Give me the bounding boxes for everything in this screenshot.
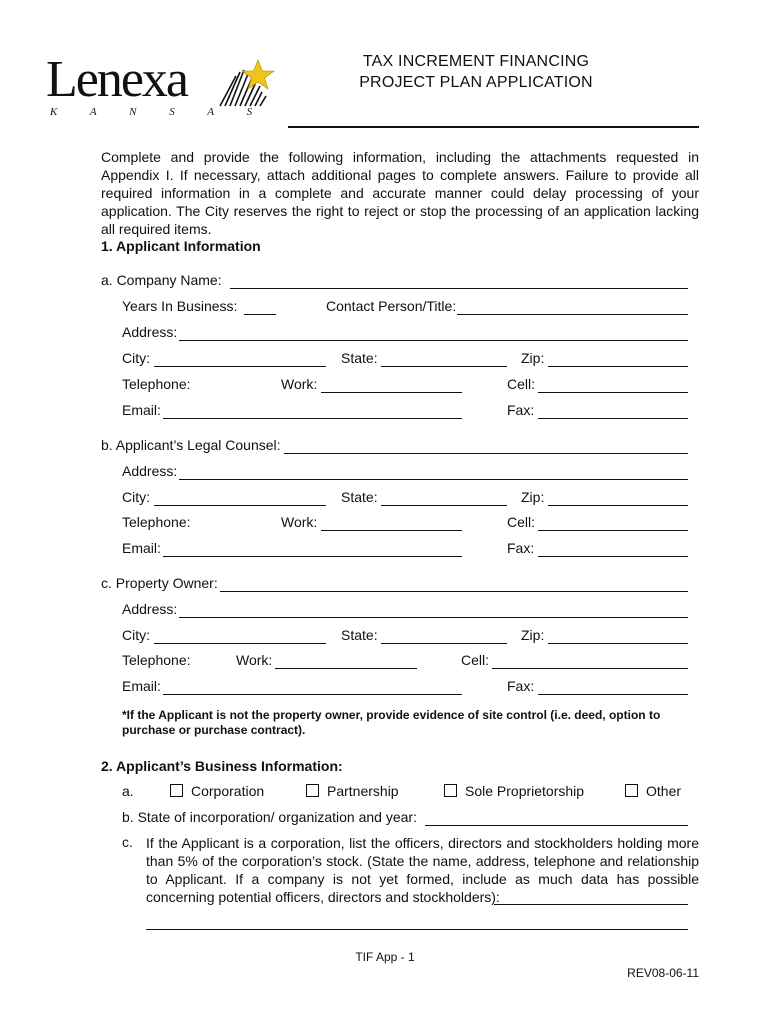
legal-counsel-label: b. Applicant’s Legal Counsel: <box>101 437 281 453</box>
intro-paragraph: Complete and provide the following information, including the attachments requested in Appendix I. If necessary, attach additional pages to complete answers. Failure to provide all required information in a complete and accurate manner could delay processing of your application. The City reserves the right to reject or stop the processing of an application lacking all required items. <box>101 149 699 237</box>
lenexa-logo <box>46 52 276 124</box>
zip-field[interactable] <box>548 505 688 506</box>
logo-wordmark: Lenexa <box>46 51 188 108</box>
company-name-field[interactable] <box>230 288 688 289</box>
business-type-label: a. <box>122 783 134 799</box>
officers-letter: c. <box>122 834 133 850</box>
email-field[interactable] <box>163 418 462 419</box>
address-label: Address: <box>122 601 178 617</box>
email-field[interactable] <box>163 694 462 695</box>
fax-label: Fax: <box>507 402 535 418</box>
site-control-note: *If the Applicant is not the property owner, provide evidence of site control (i.e. deed, option to purchase or purchase contract). <box>122 708 661 737</box>
state-field[interactable] <box>381 643 507 644</box>
address-label: Address: <box>122 324 178 340</box>
city-field[interactable] <box>154 505 326 506</box>
fax-field[interactable] <box>538 418 688 419</box>
work-field[interactable] <box>321 530 462 531</box>
other-checkbox[interactable] <box>625 784 638 797</box>
work-field[interactable] <box>275 668 417 669</box>
section1-heading: 1. Applicant Information <box>101 238 261 254</box>
city-label: City: <box>122 627 150 643</box>
fax-label: Fax: <box>507 678 535 694</box>
officers-field-line-2[interactable] <box>146 929 688 930</box>
years-field[interactable] <box>244 314 276 315</box>
work-field[interactable] <box>321 392 462 393</box>
cell-field[interactable] <box>538 392 688 393</box>
years-label: Years In Business: <box>122 298 238 314</box>
email-label: Email: <box>122 540 161 556</box>
legal-counsel-field[interactable] <box>284 453 688 454</box>
other-option[interactable] <box>625 783 681 799</box>
zip-field[interactable] <box>548 366 688 367</box>
fax-field[interactable] <box>538 694 688 695</box>
telephone-label: Telephone: <box>122 514 191 530</box>
zip-label: Zip: <box>521 489 545 505</box>
sole-proprietorship-option[interactable] <box>444 783 584 799</box>
officers-field[interactable] <box>494 904 688 905</box>
cell-field[interactable] <box>538 530 688 531</box>
work-label: Work: <box>236 652 273 668</box>
partnership-label: Partnership <box>327 783 399 799</box>
logo-subtitle: K A N S A S <box>50 106 268 118</box>
sole-proprietorship-checkbox[interactable] <box>444 784 457 797</box>
partnership-checkbox[interactable] <box>306 784 319 797</box>
zip-label: Zip: <box>521 350 545 366</box>
fax-field[interactable] <box>538 556 688 557</box>
address-field[interactable] <box>179 479 688 480</box>
revision-code: REV08-06-11 <box>627 966 699 980</box>
corporation-label: Corporation <box>191 783 265 799</box>
cell-label: Cell: <box>507 514 536 530</box>
sole-proprietorship-label: Sole Proprietorship <box>465 783 585 799</box>
address-field[interactable] <box>179 340 688 341</box>
star-grass-icon <box>214 58 276 108</box>
partnership-option[interactable] <box>306 783 399 799</box>
property-owner-label: c. Property Owner: <box>101 575 218 591</box>
city-field[interactable] <box>154 366 326 367</box>
officers-instructions: If the Applicant is a corporation, list the officers, directors and stockholders holding more than 5% of the corporation’s stock. (State the name, address, telephone and relationship to Applicant. If a company is not yet formed, include as much data has possible concerning potential officers, directors and stockholders): <box>146 835 699 905</box>
city-label: City: <box>122 489 150 505</box>
work-label: Work: <box>281 514 318 530</box>
state-incorporation-label: b. State of incorporation/ organization and year: <box>122 809 417 825</box>
state-incorporation-field[interactable] <box>425 825 688 826</box>
city-field[interactable] <box>154 643 326 644</box>
cell-label: Cell: <box>507 376 536 392</box>
other-label: Other <box>646 783 682 799</box>
telephone-label: Telephone: <box>122 652 191 668</box>
title-line-1: TAX INCREMENT FINANCING <box>362 53 590 70</box>
cell-field[interactable] <box>492 668 688 669</box>
section2-heading: 2. Applicant’s Business Information: <box>101 758 343 774</box>
company-name-label: a. Company Name: <box>101 272 222 288</box>
corporation-checkbox[interactable] <box>170 784 183 797</box>
address-field[interactable] <box>179 617 688 618</box>
title-underline <box>288 126 699 128</box>
state-label: State: <box>341 350 378 366</box>
state-label: State: <box>341 627 378 643</box>
email-label: Email: <box>122 402 161 418</box>
title-line-2: PROJECT PLAN APPLICATION <box>359 74 593 91</box>
property-owner-field[interactable] <box>220 591 688 592</box>
contact-field[interactable] <box>457 314 688 315</box>
contact-label: Contact Person/Title: <box>326 298 457 314</box>
email-field[interactable] <box>163 556 462 557</box>
state-field[interactable] <box>381 505 507 506</box>
state-label: State: <box>341 489 378 505</box>
state-field[interactable] <box>381 366 507 367</box>
zip-label: Zip: <box>521 627 545 643</box>
work-label: Work: <box>281 376 318 392</box>
city-label: City: <box>122 350 150 366</box>
corporation-option[interactable] <box>170 783 264 799</box>
cell-label: Cell: <box>461 652 490 668</box>
zip-field[interactable] <box>548 643 688 644</box>
telephone-label: Telephone: <box>122 376 191 392</box>
fax-label: Fax: <box>507 540 535 556</box>
email-label: Email: <box>122 678 161 694</box>
address-label: Address: <box>122 463 178 479</box>
page-number: TIF App - 1 <box>355 950 415 964</box>
